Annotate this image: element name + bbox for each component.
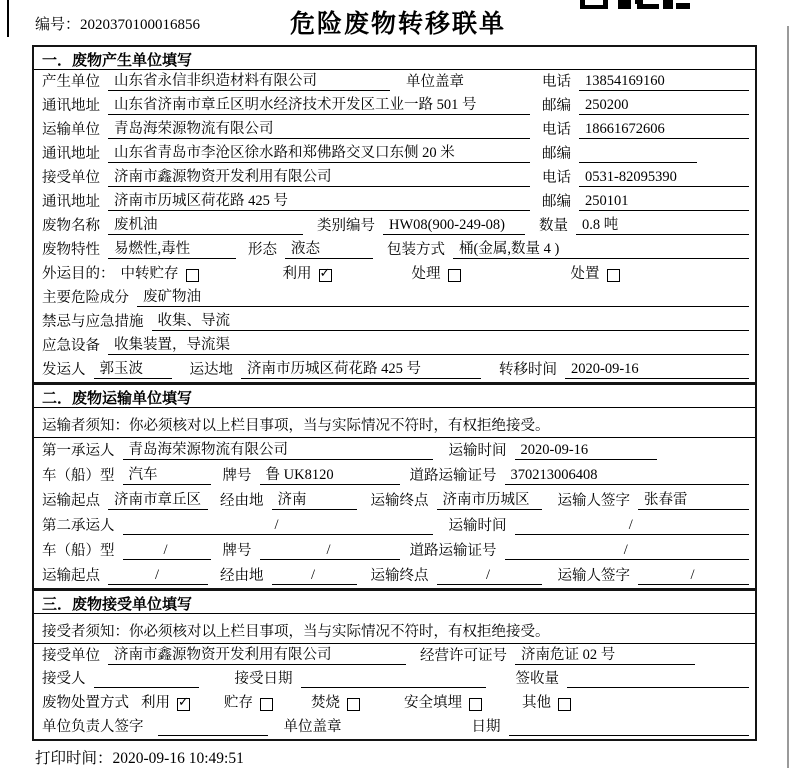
disposal-option-store [224, 691, 273, 712]
destination-label: 运达地 [189, 362, 233, 378]
receive-unit-value: 济南市鑫源物资开发利用有限公司 [108, 643, 406, 665]
transport-time-label: 运输时间 [448, 443, 507, 459]
destination-value: 济南市历城区荷花路 425 号 [241, 357, 481, 379]
row-transporter-address [34, 142, 755, 166]
row-hazard [34, 286, 755, 310]
row-address-left [42, 93, 542, 115]
license-value: 济南危证 02 号 [515, 643, 695, 665]
serial-value: 2020370100016856 [80, 17, 201, 33]
origin2-value: / [108, 567, 208, 585]
receive-date-label: 接受日期 [234, 671, 293, 688]
checkbox-icon [186, 269, 199, 282]
carrier-sign-value: 张春雷 [638, 488, 749, 510]
row-producer [34, 70, 755, 94]
via2-value: / [272, 567, 357, 585]
carrier-sign-label: 运输人签字 [557, 493, 630, 509]
print-time-value: 2020-09-16 10:49:51 [112, 750, 244, 767]
print-time-label: 打印时间： [35, 750, 113, 767]
receiver-zip-value: 250101 [579, 193, 749, 211]
via-value: 济南 [272, 488, 357, 510]
qr-block [618, 0, 631, 9]
category-value: HW08(900-249-08) [383, 217, 525, 235]
receiver-label: 接受单位 [42, 170, 100, 186]
purpose-option-label: 利用 [282, 266, 312, 282]
vehicle-type-label: 车（船）型 [42, 543, 115, 559]
row-receive-person [34, 668, 755, 692]
disposal-option-label: 其他 [522, 695, 551, 712]
manifest-form [32, 45, 757, 741]
transporter-label: 运输单位 [42, 122, 100, 138]
row-raddress-left [42, 189, 542, 211]
plate-label: 牌号 [222, 543, 252, 559]
receiver-person-label: 接受人 [42, 671, 86, 688]
waste-name-value: 废机油 [108, 213, 303, 235]
checkbox-icon [607, 269, 620, 282]
transfer-time-value: 2020-09-16 [565, 361, 749, 379]
transporter-phone-value: 18661672606 [579, 121, 749, 139]
transfer-time-label: 转移时间 [499, 362, 557, 378]
license-label: 经营许可证号 [420, 647, 507, 664]
zip-label: 邮编 [542, 194, 571, 210]
transporter-address-value: 山东省青岛市李沧区徐水路和郑佛路交叉口东侧 20 米 [108, 141, 530, 163]
row-transporter [34, 118, 755, 142]
date-value [509, 735, 750, 736]
packaging-label: 包装方式 [387, 242, 445, 258]
terminus-label: 运输终点 [370, 493, 429, 509]
qr-block [580, 5, 608, 9]
section1-title: 一．废物产生单位填写 [34, 47, 755, 70]
disposal-option-other [522, 691, 571, 712]
via-label: 经由地 [220, 568, 264, 584]
qr-block [663, 0, 673, 9]
second-carrier-label: 第二承运人 [42, 518, 115, 534]
emergency-label: 禁忌与应急措施 [42, 314, 144, 330]
receiver-address-value: 济南市历城区荷花路 425 号 [108, 189, 530, 211]
row-transporter-left [42, 117, 542, 139]
row-producer-right [542, 70, 749, 91]
checkbox-icon [347, 698, 360, 711]
disposal-option-label: 焚烧 [311, 695, 340, 712]
second-transport-time-value: / [515, 517, 750, 535]
zip-label: 邮编 [542, 146, 571, 162]
vehicle-type-value: 汽车 [123, 463, 211, 485]
purpose-option-label: 处理 [411, 266, 441, 282]
receiver-value: 济南市鑫源物资开发利用有限公司 [108, 165, 530, 187]
vehicle-type2-value: / [123, 542, 211, 560]
packaging-value: 桶(金属,数量 4 ) [453, 237, 749, 259]
equipment-value: 收集装置，导流渠 [108, 333, 749, 355]
disposal-option-incinerate [311, 691, 360, 712]
row-first-carrier [34, 438, 755, 463]
purpose-option-label: 中转贮存 [120, 266, 179, 282]
disposal-option-landfill [404, 691, 482, 712]
section-transporter [32, 383, 757, 590]
via-label: 经由地 [220, 493, 264, 509]
row-transporter-right [542, 118, 749, 139]
disposal-option-use [141, 691, 190, 712]
category-label: 类别编号 [317, 218, 375, 234]
road-permit2-value: / [505, 542, 750, 560]
received-qty-value [567, 687, 749, 688]
origin-value: 济南市章丘区 [108, 488, 208, 510]
disposal-option-label: 安全填埋 [404, 695, 462, 712]
row-route1 [34, 488, 755, 513]
shipper-label: 发运人 [42, 362, 86, 378]
row-producer-address [34, 94, 755, 118]
checkbox-icon [448, 269, 461, 282]
received-qty-label: 签收量 [515, 671, 559, 688]
carrier-sign2-value: / [638, 567, 749, 585]
row-taddress-right [542, 142, 749, 163]
origin-label: 运输起点 [42, 493, 100, 509]
shipper-value: 郭玉波 [94, 357, 172, 379]
plate2-value: / [260, 542, 400, 560]
address-label: 通讯地址 [42, 194, 100, 210]
row-receiver-right [542, 166, 749, 187]
receiver-phone-value: 0531-82095390 [579, 169, 749, 187]
emergency-value: 收集、导流 [152, 309, 750, 331]
section2-title: 二．废物运输单位填写 [34, 385, 755, 408]
disposal-option-label: 贮存 [224, 695, 253, 712]
waste-name-label: 废物名称 [42, 218, 100, 234]
row-receiver [34, 166, 755, 190]
row-waste-name [34, 214, 755, 238]
row-address-right [542, 94, 749, 115]
row-producer-left [42, 69, 542, 91]
date-label: 日期 [471, 718, 501, 735]
purpose-option-label: 处置 [570, 266, 600, 282]
row-emergency [34, 310, 755, 334]
row-equipment [34, 334, 755, 358]
qr-code-fragment [580, 0, 692, 9]
section3-title: 三．废物接受单位填写 [34, 591, 755, 614]
producer-zip-value: 250200 [579, 97, 749, 115]
purpose-option-transfer [121, 262, 199, 283]
characteristics-value: 易燃性,毒性 [108, 237, 236, 259]
producer-value: 山东省永信非织造材料有限公司 [108, 69, 390, 91]
quantity-value: 0.8 吨 [576, 213, 749, 235]
print-time-line [35, 746, 244, 768]
row-purpose [34, 262, 755, 286]
hazard-value: 废矿物油 [137, 285, 749, 307]
row-responsible-sign [34, 715, 755, 739]
road-permit-value: 370213006408 [505, 467, 750, 485]
checkbox-icon [260, 698, 273, 711]
qr-block [676, 3, 690, 9]
phone-label: 电话 [542, 170, 571, 186]
section-generator [32, 45, 757, 384]
row-raddress-right [542, 190, 749, 211]
phone-label: 电话 [542, 74, 571, 90]
carrier-sign-label: 运输人签字 [557, 568, 630, 584]
first-carrier-value: 青岛海荣源物流有限公司 [123, 438, 433, 460]
terminus-value: 济南市历城区 [437, 488, 542, 510]
form-label: 形态 [248, 242, 277, 258]
phone-label: 电话 [542, 122, 571, 138]
producer-label: 产生单位 [42, 74, 100, 90]
purpose-option-treat [412, 262, 461, 283]
producer-address-value: 山东省济南市章丘区明水经济技术开发区工业一路 501 号 [108, 93, 530, 115]
responsible-sign-value [158, 735, 268, 736]
row-receiver-address [34, 190, 755, 214]
receiver-person-value [94, 687, 199, 688]
road-permit-label: 道路运输证号 [409, 468, 497, 484]
quantity-label: 数量 [539, 218, 568, 234]
qr-block [637, 4, 659, 9]
transporter-zip-value [579, 162, 697, 163]
seal-label: 单位盖章 [406, 74, 464, 90]
row-disposal [34, 691, 755, 715]
receive-date-value [301, 687, 486, 688]
unit-seal-label: 单位盖章 [283, 718, 342, 735]
row-taddress-left [42, 141, 542, 163]
row-vehicle1 [34, 463, 755, 488]
address-label: 通讯地址 [42, 146, 100, 162]
checkbox-icon [177, 698, 190, 711]
page-title: 危险废物转移联单 [289, 10, 506, 38]
plate-value: 鲁 UK8120 [260, 463, 400, 485]
row-route2 [34, 563, 755, 588]
form-value: 液态 [285, 237, 373, 259]
row-second-carrier [34, 513, 755, 538]
row-receive-unit [34, 644, 755, 668]
purpose-label: 外运目的： [42, 266, 115, 282]
checkbox-icon [558, 698, 571, 711]
terminus2-value: / [437, 567, 542, 585]
transporter-value: 青岛海荣源物流有限公司 [108, 117, 530, 139]
first-transport-time-value: 2020-09-16 [515, 442, 657, 460]
purpose-option-use [283, 262, 332, 283]
section-receiver [32, 589, 757, 741]
characteristics-label: 废物特性 [42, 242, 100, 258]
origin-label: 运输起点 [42, 568, 100, 584]
hazard-label: 主要危险成分 [42, 290, 129, 306]
zip-label: 邮编 [542, 98, 571, 114]
responsible-sign-label: 单位负责人签字 [42, 718, 144, 735]
page-right-edge-line [787, 26, 789, 768]
disposal-option-label: 利用 [141, 695, 170, 712]
vehicle-type-label: 车（船）型 [42, 468, 115, 484]
transporter-notice: 运输者须知：你必须核对以上栏目事项，当与实际情况不符时，有权拒绝接受。 [34, 408, 755, 438]
checkbox-icon [469, 698, 482, 711]
disposal-method-label: 废物处置方式 [42, 695, 129, 712]
equipment-label: 应急设备 [42, 338, 100, 354]
first-carrier-label: 第一承运人 [42, 443, 115, 459]
plate-label: 牌号 [222, 468, 252, 484]
road-permit-label: 道路运输证号 [409, 543, 497, 559]
row-shipper [34, 358, 755, 382]
row-vehicle2 [34, 538, 755, 563]
address-label: 通讯地址 [42, 98, 100, 114]
receive-unit-label: 接受单位 [42, 647, 100, 664]
row-receiver-left [42, 165, 542, 187]
row-characteristics [34, 238, 755, 262]
receiver-notice: 接受者须知：你必须核对以上栏目事项，当与实际情况不符时，有权拒绝接受。 [34, 614, 755, 644]
terminus-label: 运输终点 [370, 568, 429, 584]
serial-label: 编号： [35, 17, 81, 33]
checkbox-icon [319, 269, 332, 282]
second-carrier-value: / [123, 517, 433, 535]
producer-phone-value: 13854169160 [579, 73, 749, 91]
purpose-option-dispose [571, 262, 620, 283]
transport-time-label: 运输时间 [448, 518, 507, 534]
